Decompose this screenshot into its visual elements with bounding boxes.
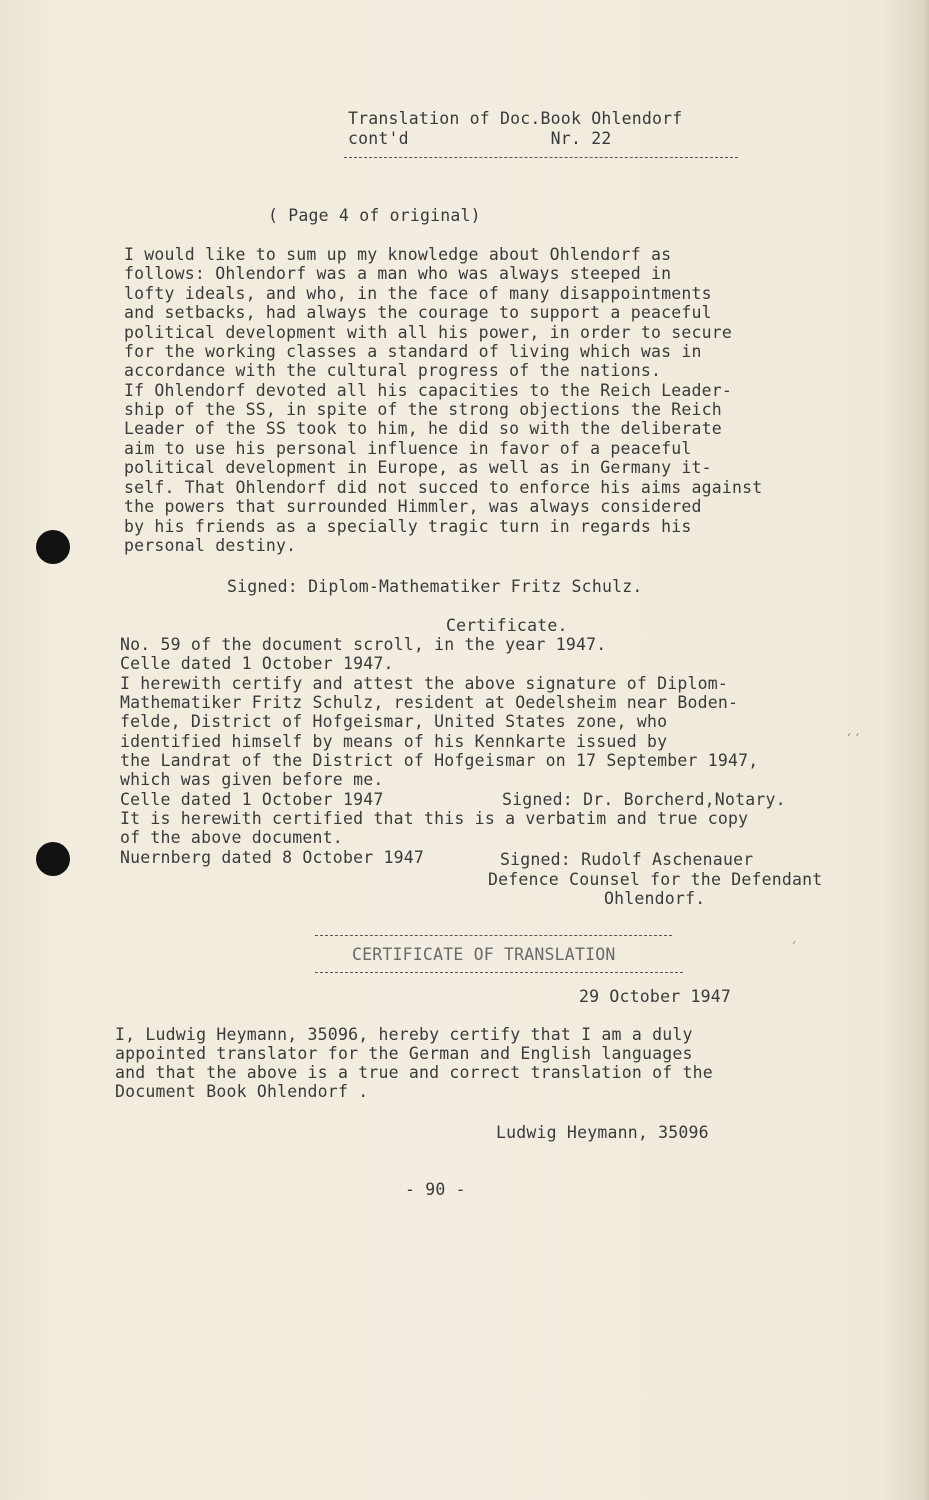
- body-line: aim to use his personal influence in favor of a peaceful: [124, 439, 692, 458]
- schulz-signature: Signed: Diplom-Mathematiker Fritz Schulz.: [227, 577, 643, 596]
- notary-signature: Signed: Dr. Borcherd,Notary.: [502, 790, 786, 809]
- body-line: accordance with the cultural progress of the nations.: [124, 361, 662, 380]
- body-line: the powers that surrounded Himmler, was always considered: [124, 497, 702, 516]
- body-line: Leader of the SS took to him, he did so with the deliberate: [124, 419, 722, 438]
- translation-divider-top: [315, 935, 672, 936]
- translation-line: Document Book Ohlendorf .: [115, 1082, 369, 1101]
- certificate-line: felde, District of Hofgeismar, United States zone, who: [120, 712, 668, 731]
- certificate-title: Certificate.: [446, 616, 568, 635]
- counsel-defendant: Ohlendorf.: [604, 889, 706, 908]
- verbatim-line: It is herewith certified that this is a verbatim and true copy: [120, 809, 749, 828]
- body-line: personal destiny.: [124, 536, 297, 555]
- body-line: self. That Ohlendorf did not succed to enforce his aims against: [124, 478, 763, 497]
- translation-line: I, Ludwig Heymann, 35096, hereby certify that I am a duly: [115, 1025, 693, 1044]
- translator-signature: Ludwig Heymann, 35096: [496, 1123, 709, 1142]
- certificate-line: which was given before me.: [120, 770, 384, 789]
- certificate-line: the Landrat of the District of Hofgeismar on 17 September 1947,: [120, 751, 759, 770]
- body-line: political development in Europe, as well as in Germany it-: [124, 458, 712, 477]
- verbatim-line: of the above document.: [120, 828, 343, 847]
- stray-mark: ′: [790, 940, 799, 956]
- certificate-line: identified himself by means of his Kennkarte issued by: [120, 732, 668, 751]
- body-line: ship of the SS, in spite of the strong objections the Reich: [124, 400, 722, 419]
- counsel-signature: Signed: Rudolf Aschenauer: [500, 850, 754, 869]
- body-line: If Ohlendorf devoted all his capacities to the Reich Leader-: [124, 381, 733, 400]
- nuernberg-date-line: Nuernberg dated 8 October 1947: [120, 848, 425, 867]
- body-line: and setbacks, had always the courage to support a peaceful: [124, 303, 712, 322]
- celle-date-line: Celle dated 1 October 1947: [120, 790, 384, 809]
- body-line: I would like to sum up my knowledge about Ohlendorf as: [124, 245, 672, 264]
- certificate-line: Mathematiker Fritz Schulz, resident at Oedelsheim near Boden-: [120, 693, 739, 712]
- page-number: - 90 -: [405, 1180, 466, 1199]
- certificate-line: I herewith certify and attest the above signature of Diplom-: [120, 674, 729, 693]
- translation-divider-bottom: [315, 972, 683, 973]
- punch-hole-bottom: [36, 842, 70, 876]
- translation-cert-title: CERTIFICATE OF TRANSLATION: [352, 945, 616, 964]
- header-title: Translation of Doc.Book Ohlendorf: [348, 109, 683, 128]
- page-edge: [921, 0, 929, 1500]
- translation-line: and that the above is a true and correct translation of the: [115, 1063, 713, 1082]
- body-line: lofty ideals, and who, in the face of many disappointments: [124, 284, 712, 303]
- header-subtitle: cont'd Nr. 22: [348, 129, 612, 148]
- counsel-title: Defence Counsel for the Defendant: [488, 870, 823, 889]
- body-line: follows: Ohlendorf was a man who was always steeped in: [124, 264, 672, 283]
- header-divider: [344, 157, 738, 158]
- translation-date: 29 October 1947: [579, 987, 732, 1006]
- certificate-line: No. 59 of the document scroll, in the year 1947.: [120, 635, 607, 654]
- body-line: by his friends as a specially tragic turn in regards his: [124, 517, 692, 536]
- body-line: for the working classes a standard of living which was in: [124, 342, 702, 361]
- body-line: political development with all his power, in order to secure: [124, 323, 733, 342]
- page-reference: ( Page 4 of original): [268, 206, 481, 225]
- translation-line: appointed translator for the German and English languages: [115, 1044, 693, 1063]
- punch-hole-top: [36, 530, 70, 564]
- certificate-line: Celle dated 1 October 1947.: [120, 654, 394, 673]
- stray-mark: ′′: [845, 732, 862, 748]
